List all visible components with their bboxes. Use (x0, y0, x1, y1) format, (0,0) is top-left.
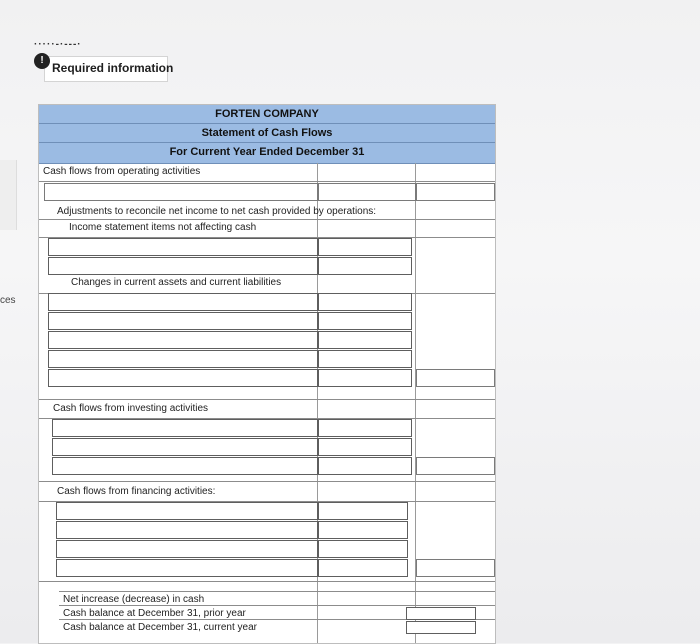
adjustment-amount-input[interactable] (318, 257, 412, 275)
company-name: FORTEN COMPANY (39, 105, 495, 124)
cash-flow-statement (38, 104, 496, 644)
net-increase-label: Net increase (decrease) in cash (63, 594, 205, 605)
side-note: ces (0, 295, 16, 306)
row-divider (59, 605, 495, 606)
financing-label-input[interactable] (56, 502, 318, 520)
change-label-input[interactable] (48, 293, 318, 311)
investing-amount-input[interactable] (318, 457, 412, 475)
financing-amount-input[interactable] (318, 502, 408, 520)
statement-title: Statement of Cash Flows (39, 124, 495, 143)
change-label-input[interactable] (48, 331, 318, 349)
operating-heading: Cash flows from operating activities (43, 166, 201, 177)
investing-label-input[interactable] (52, 457, 318, 475)
change-label-input[interactable] (48, 369, 318, 387)
change-amount-input[interactable] (318, 293, 412, 311)
current-year-balance-input[interactable] (406, 621, 476, 634)
row-divider (39, 581, 495, 582)
change-label-input[interactable] (48, 312, 318, 330)
change-amount-input[interactable] (318, 350, 412, 368)
adjustment-amount-input[interactable] (318, 238, 412, 256)
operating-label-input[interactable] (44, 183, 318, 201)
financing-label-input[interactable] (56, 521, 318, 539)
current-year-balance-label: Cash balance at December 31, current year (63, 622, 257, 633)
investing-net-input[interactable] (416, 457, 495, 475)
top-dashes: ·····-·---· (34, 39, 82, 50)
change-amount-input[interactable] (318, 312, 412, 330)
adjustments-heading: Adjustments to reconcile net income to net cash provided by operations: (57, 206, 377, 217)
financing-net-input[interactable] (416, 559, 495, 577)
change-label-input[interactable] (48, 350, 318, 368)
financing-amount-input[interactable] (318, 559, 408, 577)
operating-amount-input[interactable] (318, 183, 416, 201)
required-info-label: Required information (52, 61, 174, 75)
investing-amount-input[interactable] (318, 438, 412, 456)
info-icon: ! (34, 53, 50, 69)
change-amount-input[interactable] (318, 369, 412, 387)
changes-heading: Changes in current assets and current liabilities (71, 277, 282, 288)
row-divider (39, 181, 495, 182)
financing-heading: Cash flows from financing activities: (57, 486, 216, 497)
row-divider (39, 481, 495, 482)
investing-amount-input[interactable] (318, 419, 412, 437)
financing-label-input[interactable] (56, 559, 318, 577)
row-divider (39, 219, 495, 220)
income-items-heading: Income statement items not affecting cash (69, 222, 257, 233)
adjustment-label-input[interactable] (48, 238, 318, 256)
row-divider (59, 591, 495, 592)
change-amount-input[interactable] (318, 331, 412, 349)
financing-amount-input[interactable] (318, 521, 408, 539)
prior-year-balance-label: Cash balance at December 31, prior year (63, 608, 246, 619)
financing-label-input[interactable] (56, 540, 318, 558)
left-panel-edge (0, 160, 17, 230)
prior-year-balance-input[interactable] (406, 607, 476, 620)
adjustment-label-input[interactable] (48, 257, 318, 275)
statement-period: For Current Year Ended December 31 (39, 143, 495, 164)
investing-label-input[interactable] (52, 419, 318, 437)
investing-label-input[interactable] (52, 438, 318, 456)
operating-total-input[interactable] (416, 183, 495, 201)
row-divider (39, 399, 495, 400)
investing-heading: Cash flows from investing activities (53, 403, 209, 414)
financing-amount-input[interactable] (318, 540, 408, 558)
operating-net-input[interactable] (416, 369, 495, 387)
